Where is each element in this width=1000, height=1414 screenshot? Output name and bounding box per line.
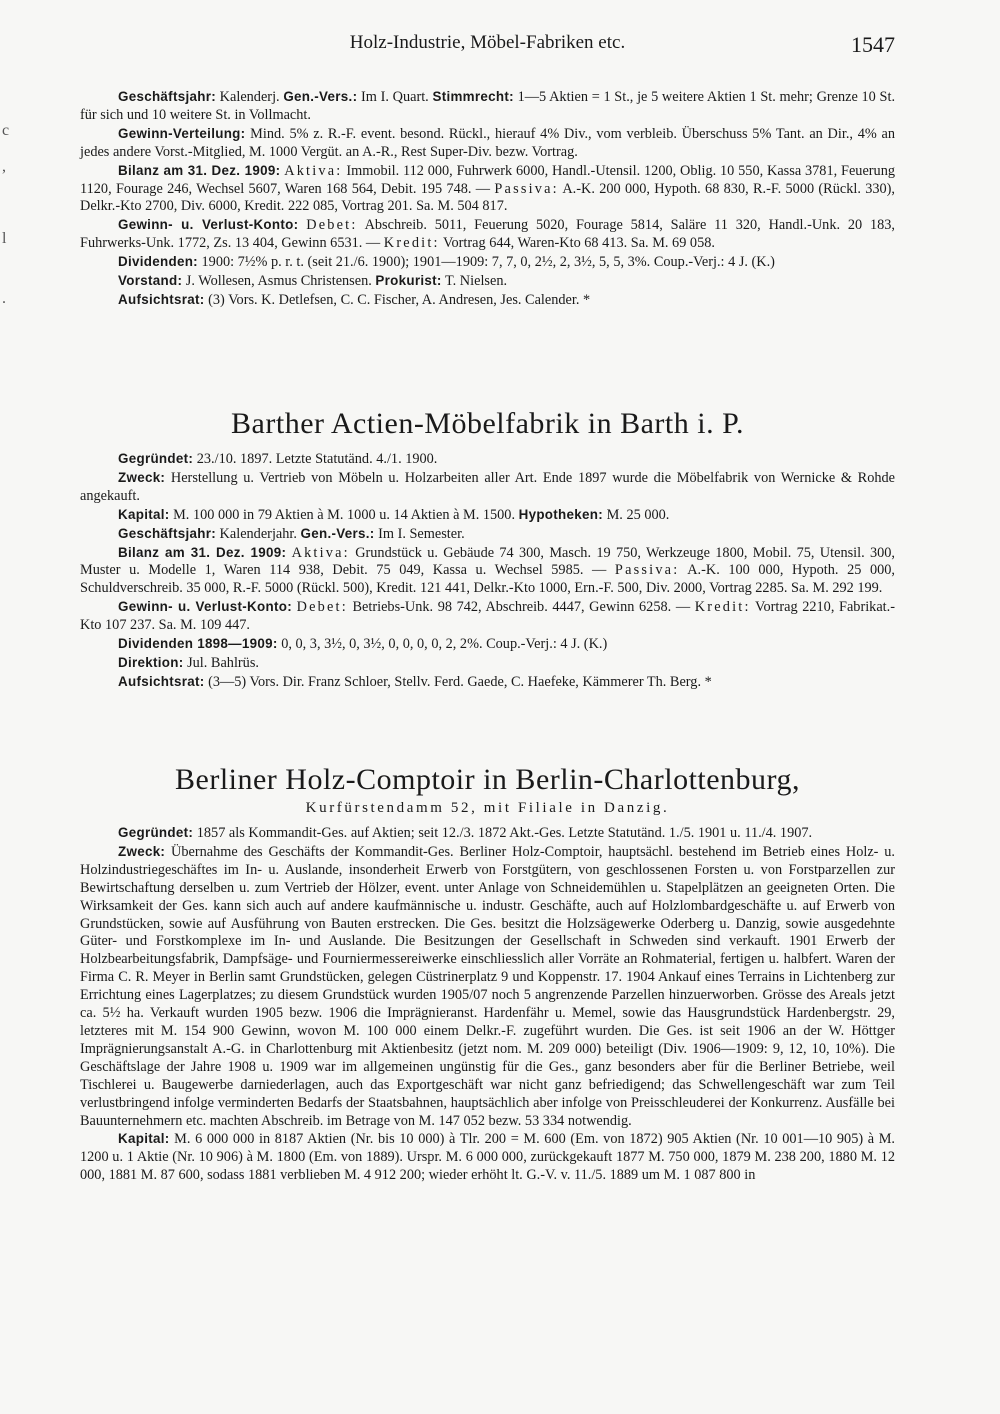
text-aktiva: Immobil. 112 000, Fuhrwerk 6000, Handl.-Utensil. 1200, Oblig. 10 550, Kassa 3781, Feuerung 1120, Fourage 246, Wechsel 5607, Waren 168 564, Debit. 195 748. —	[80, 162, 896, 197]
paragraph-guv	[80, 216, 895, 253]
paragraph-geschaeftsjahr	[80, 525, 895, 544]
label-zweck: Zweck:	[118, 843, 166, 859]
paragraph-geschaeftsjahr	[80, 88, 895, 125]
running-title: Holz-Industrie, Möbel-Fabriken etc.	[349, 32, 626, 53]
label-geschaeftsjahr: Geschäftsjahr:	[118, 525, 216, 541]
label-hypotheken: Hypotheken:	[518, 506, 604, 522]
label-guv: Gewinn- u. Verlust-Konto:	[118, 217, 299, 233]
text-kredit: Vortrag 2210, Fabrikat.-Kto 107 237. Sa. M. 109 447.	[80, 599, 895, 634]
company-title: Barther Actien-Möbelfabrik in Barth i. P.	[231, 407, 744, 440]
text-zweck: Übernahme des Geschäfts der Kommandit-Ges. Berliner Holz-Comptoir, hauptsächl. bestehend im Betrieb eines Holz- u. Holzindustriegeschäftes im In- u. Auslande, insonderheit Erwerb von Forstgütern, von geschlossenen Forsten u. von Forstparzellen zur Bewirtschaftung derselben u. zum Vertrieb der Hölzer, event. unter Anlage von Schneidemühlen u. Stapelplätzen an geeigneten Orten. Die Wirksamkeit der Ges. kann sich auch auf andere kaufmännische u. industr. Geschäfte, auch auf Holzlombardgeschäfte u. auf Erwerb von Grundstücken, sowie auf Ausführung von Bauten erstrecken. Die Ges. besitzt die Holzsägewerke Oderberg u. Danzig, sowie ausgedehnte Güter- und Forstkomplexe im In- und Auslande. Die Besitzungen der Gesellschaft in Schweden sind verkauft. 1901 Erwerb der Holzbearbeitungsfabrik, Dampfsäge- und Fourniermessereiwerke einschliesslich aller Vorräte an Rohmaterial, fertigen u. halbfert. Waren der Firma C. R. Meyer in Berlin samt Grundstücken, gelegen Cüstrinerplatz 9 und Koppenstr. 17. 1904 Ankauf eines Terrains in Lichtenberg zur Errichtung eines Lagerplatzes; zu diesem Grundstück wurden 1905/07 noch 5 angrenzende Parzellen hinzuerworben. Grösse des Areals jetzt ca. 5½ ha. Verkauft wurden 1905 bezw. 1906 die Imprägnieranst. Hardenfähr u. Memel, sowie das Hausgrundstück Hardenbergstr. 29, letzteres mit M. 154 900 Gewinn, wovon M. 100 000 einem Delkr.-F. zugeführt wurden. Die Ges. ist seit 1906 an der W. Höttger Imprägnierungsanstalt A.-G. in Charlottenburg mit Aktienbesitz (jetzt nom. M. 209 000) beteiligt (Div. 1906—1909: 9, 12, 10, 10%). Die Geschäftslage der Jahre 1908 u. 1909 war im allgemeinen ungünstig für die Ges., ganz besonders aber für die Berliner Betriebe, weil Tischlerei u. Baugewerbe darniederlagen, auch das Exportgeschäft war nicht ganz befriedigend; das Schwellengeschäft war zum Teil verlustbringend infolge verminderten Bedarfs der Staatsbahnen, hauptsächlich aber infolge von Preisschleuderei der Konkurrenz. Ausfälle bei Bauunternehmern etc. machten Abschreib. im Betrage von M. 147 052 bezw. 53 334 notwendig.	[80, 843, 895, 1129]
label-gegruendet: Gegründet:	[118, 825, 194, 840]
entry-berliner-holz-comptoir	[80, 824, 895, 1185]
text-aktiva: Grundstück u. Gebäude 74 300, Masch. 19 750, Werkzeuge 1800, Mobil. 75, Utensil. 300, Muster u. Modelle 1, Waren 114 938, Debit. 75 049, Kassa u. Wechsel 5985. —	[80, 544, 896, 579]
text-direktion: Jul. Bahlrüs.	[187, 654, 259, 671]
label-genvers: Gen.-Vers.:	[300, 525, 375, 541]
text-gegruendet: 1857 als Kommandit-Ges. auf Aktien; seit 12./3. 1872 Akt.-Ges. Letzte Statutänd. 1./5. 1901 u. 11./4. 1907.	[196, 825, 813, 841]
label-zweck: Zweck:	[118, 469, 166, 485]
label-guv: Gewinn- u. Verlust-Konto:	[118, 599, 292, 615]
label-passiva: Passiva:	[494, 180, 559, 197]
label-kapital: Kapital:	[118, 506, 170, 522]
label-aktiva: Aktiva:	[291, 544, 350, 561]
text-vorstand: J. Wollesen, Asmus Christensen.	[185, 273, 372, 290]
label-dividenden: Dividenden 1898—1909:	[118, 636, 278, 652]
text-aufsichtsrat: (3—5) Vors. Dir. Franz Schloer, Stellv. Ferd. Gaede, C. Haefeke, Kämmerer Th. Berg.	[208, 673, 702, 690]
text-gewinnverteilung: Mind. 5% z. R.-F. event. besond. Rückl., hierauf 4% Div., vom verbleib. Überschuss 5% Tant. an Dir., 4% an jedes andere Vorst.-Mitglied, M. 1000 Vergüt. an A.-R., Rest Super-Div. bezw. Vortrag.	[80, 125, 895, 160]
label-vorstand: Vorstand:	[118, 273, 183, 289]
paragraph-aufsichtsrat	[80, 291, 895, 310]
label-kapital: Kapital:	[118, 1131, 170, 1147]
label-gewinnverteilung: Gewinn-Verteilung:	[118, 125, 246, 141]
label-debet: Debet:	[296, 599, 348, 616]
entry-continuation	[80, 88, 895, 310]
paragraph-gewinnverteilung	[80, 125, 895, 162]
paragraph-dividenden	[80, 635, 895, 654]
label-kredit: Kredit:	[383, 235, 440, 252]
label-dividenden: Dividenden:	[118, 254, 198, 270]
text-zweck: Herstellung u. Vertrieb von Möbeln u. Holzarbeiten aller Art. Ende 1897 wurde die Möbelfabrik von Wernicke & Rohde angekauft.	[80, 469, 895, 504]
paragraph-bilanz	[80, 544, 895, 599]
end-mark: *	[583, 291, 591, 308]
page-number: 1547	[851, 32, 895, 57]
label-kredit: Kredit:	[694, 599, 751, 616]
label-aufsichtsrat: Aufsichtsrat:	[118, 673, 205, 689]
paragraph-vorstand	[80, 272, 895, 291]
margin-mark: c	[2, 122, 10, 139]
paragraph-guv	[80, 598, 895, 635]
label-aktiva: Aktiva:	[284, 162, 343, 179]
paragraph-direktion	[80, 654, 895, 673]
text-debet: Abschreib. 5011, Feuerung 5020, Fourage 5814, Saläre 11 320, Handl.-Unk. 20 183, Fuhrwerks-Unk. 1772, Zs. 13 404, Gewinn 6531. —	[80, 217, 895, 252]
text-kapital: M. 100 000 in 79 Aktien à M. 1000 u. 14 Aktien à M. 1500.	[173, 506, 516, 523]
paragraph-zweck	[80, 843, 895, 1131]
paragraph-zweck	[80, 469, 895, 506]
text-dividenden: 0, 0, 3, 3½, 0, 3½, 0, 0, 0, 0, 2, 2%. Coup.-Verj.: 4 J. (K.)	[281, 636, 608, 653]
paragraph-gegruendet	[80, 450, 895, 469]
text-dividenden: 1900: 7½% p. r. t. (seit 21./6. 1900); 1901—1909: 7, 7, 0, 2½, 2, 3½, 5, 5, 3%. Coup.-Verj.: 4 J. (K.)	[201, 254, 775, 271]
text-gegruendet: 23./10. 1897. Letzte Statutänd. 4./1. 1900.	[196, 451, 438, 467]
label-gegruendet: Gegründet:	[118, 451, 194, 466]
text-debet: Betriebs-Unk. 98 742, Abschreib. 4447, Gewinn 6258. —	[352, 599, 691, 616]
label-bilanz: Bilanz am 31. Dez. 1909:	[118, 162, 281, 178]
entry-barther	[80, 450, 895, 692]
label-prokurist: Prokurist:	[375, 273, 442, 289]
label-debet: Debet:	[306, 217, 358, 234]
text-hypotheken: M. 25 000.	[606, 506, 670, 523]
margin-mark: .	[2, 290, 6, 307]
paragraph-bilanz	[80, 162, 895, 217]
text-geschaeftsjahr: Kalenderjahr.	[219, 525, 297, 542]
paragraph-gegruendet	[80, 824, 895, 843]
label-direktion: Direktion:	[118, 654, 184, 670]
label-geschaeftsjahr: Geschäftsjahr:	[118, 89, 216, 104]
paragraph-kapital	[80, 506, 895, 525]
end-mark: *	[704, 673, 712, 690]
text-kapital: M. 6 000 000 in 8187 Aktien (Nr. bis 10 000) à Tlr. 200 = M. 600 (Em. von 1872) 905 Aktien (Nr. 10 001—10 905) à M. 1200 u. 1 Aktie (Nr. 10 906) à M. 1800 (Em. von 1889). Urspr. M. 6 000 000, zurückgekauft 1877 M. 750 000, 1879 M. 238 200, 1880 M. 12 000, 1881 M. 87 600, sodass 1881 verblieben M. 4 912 200; wieder erhöht lt. G.-V. v. 11./5. 1889 um M. 1 087 800 in	[80, 1131, 895, 1184]
text-genvers: Im I. Quart.	[361, 89, 429, 105]
margin-mark: l	[2, 230, 7, 247]
paragraph-kapital	[80, 1130, 895, 1185]
text-kredit: Vortrag 644, Waren-Kto 68 413. Sa. M. 69 058.	[443, 235, 715, 252]
label-passiva: Passiva:	[614, 562, 680, 579]
label-bilanz: Bilanz am 31. Dez. 1909:	[118, 544, 287, 560]
text-prokurist: T. Nielsen.	[444, 273, 508, 290]
label-aufsichtsrat: Aufsichtsrat:	[118, 291, 205, 307]
text-genvers: Im I. Semester.	[378, 525, 465, 542]
label-genvers: Gen.-Vers.:	[283, 89, 358, 104]
text-geschaeftsjahr: Kalenderj.	[219, 89, 280, 105]
text-aufsichtsrat: (3) Vors. K. Detlefsen, C. C. Fischer, A. Andresen, Jes. Calender.	[208, 291, 580, 308]
paragraph-aufsichtsrat	[80, 673, 895, 692]
text-passiva: A.-K. 100 000, Hypoth. 25 000, Schuldverschreib. 35 000, R.-F. 5000 (Rückl. 500), Kredit. 121 441, Delkr.-Kto 1000, Ern.-F. 500, Div. 2000, Vortrag 2285. Sa. M. 292 199.	[80, 562, 895, 597]
label-stimmrecht: Stimmrecht:	[432, 89, 514, 104]
running-head	[80, 32, 895, 60]
company-address: Kurfürstendamm 52, mit Filiale in Danzig.	[305, 800, 670, 816]
text-stimmrecht: 1—5 Aktien = 1 St., je 5 weitere Aktien 1 St. mehr; Grenze 10 St. für sich und 10 weitere St. in Vollmacht.	[80, 89, 896, 123]
paragraph-dividenden	[80, 253, 895, 272]
text-passiva: A.-K. 200 000, Hypoth. 68 830, R.-F. 5000 (Rückl. 330), Delkr.-Kto 2700, Div. 6000, Kredit. 222 085, Vortrag 201. Sa. M. 504 817.	[80, 180, 895, 215]
margin-mark: ,	[2, 158, 6, 175]
company-title: Berliner Holz-Comptoir in Berlin-Charlottenburg,	[175, 763, 800, 796]
